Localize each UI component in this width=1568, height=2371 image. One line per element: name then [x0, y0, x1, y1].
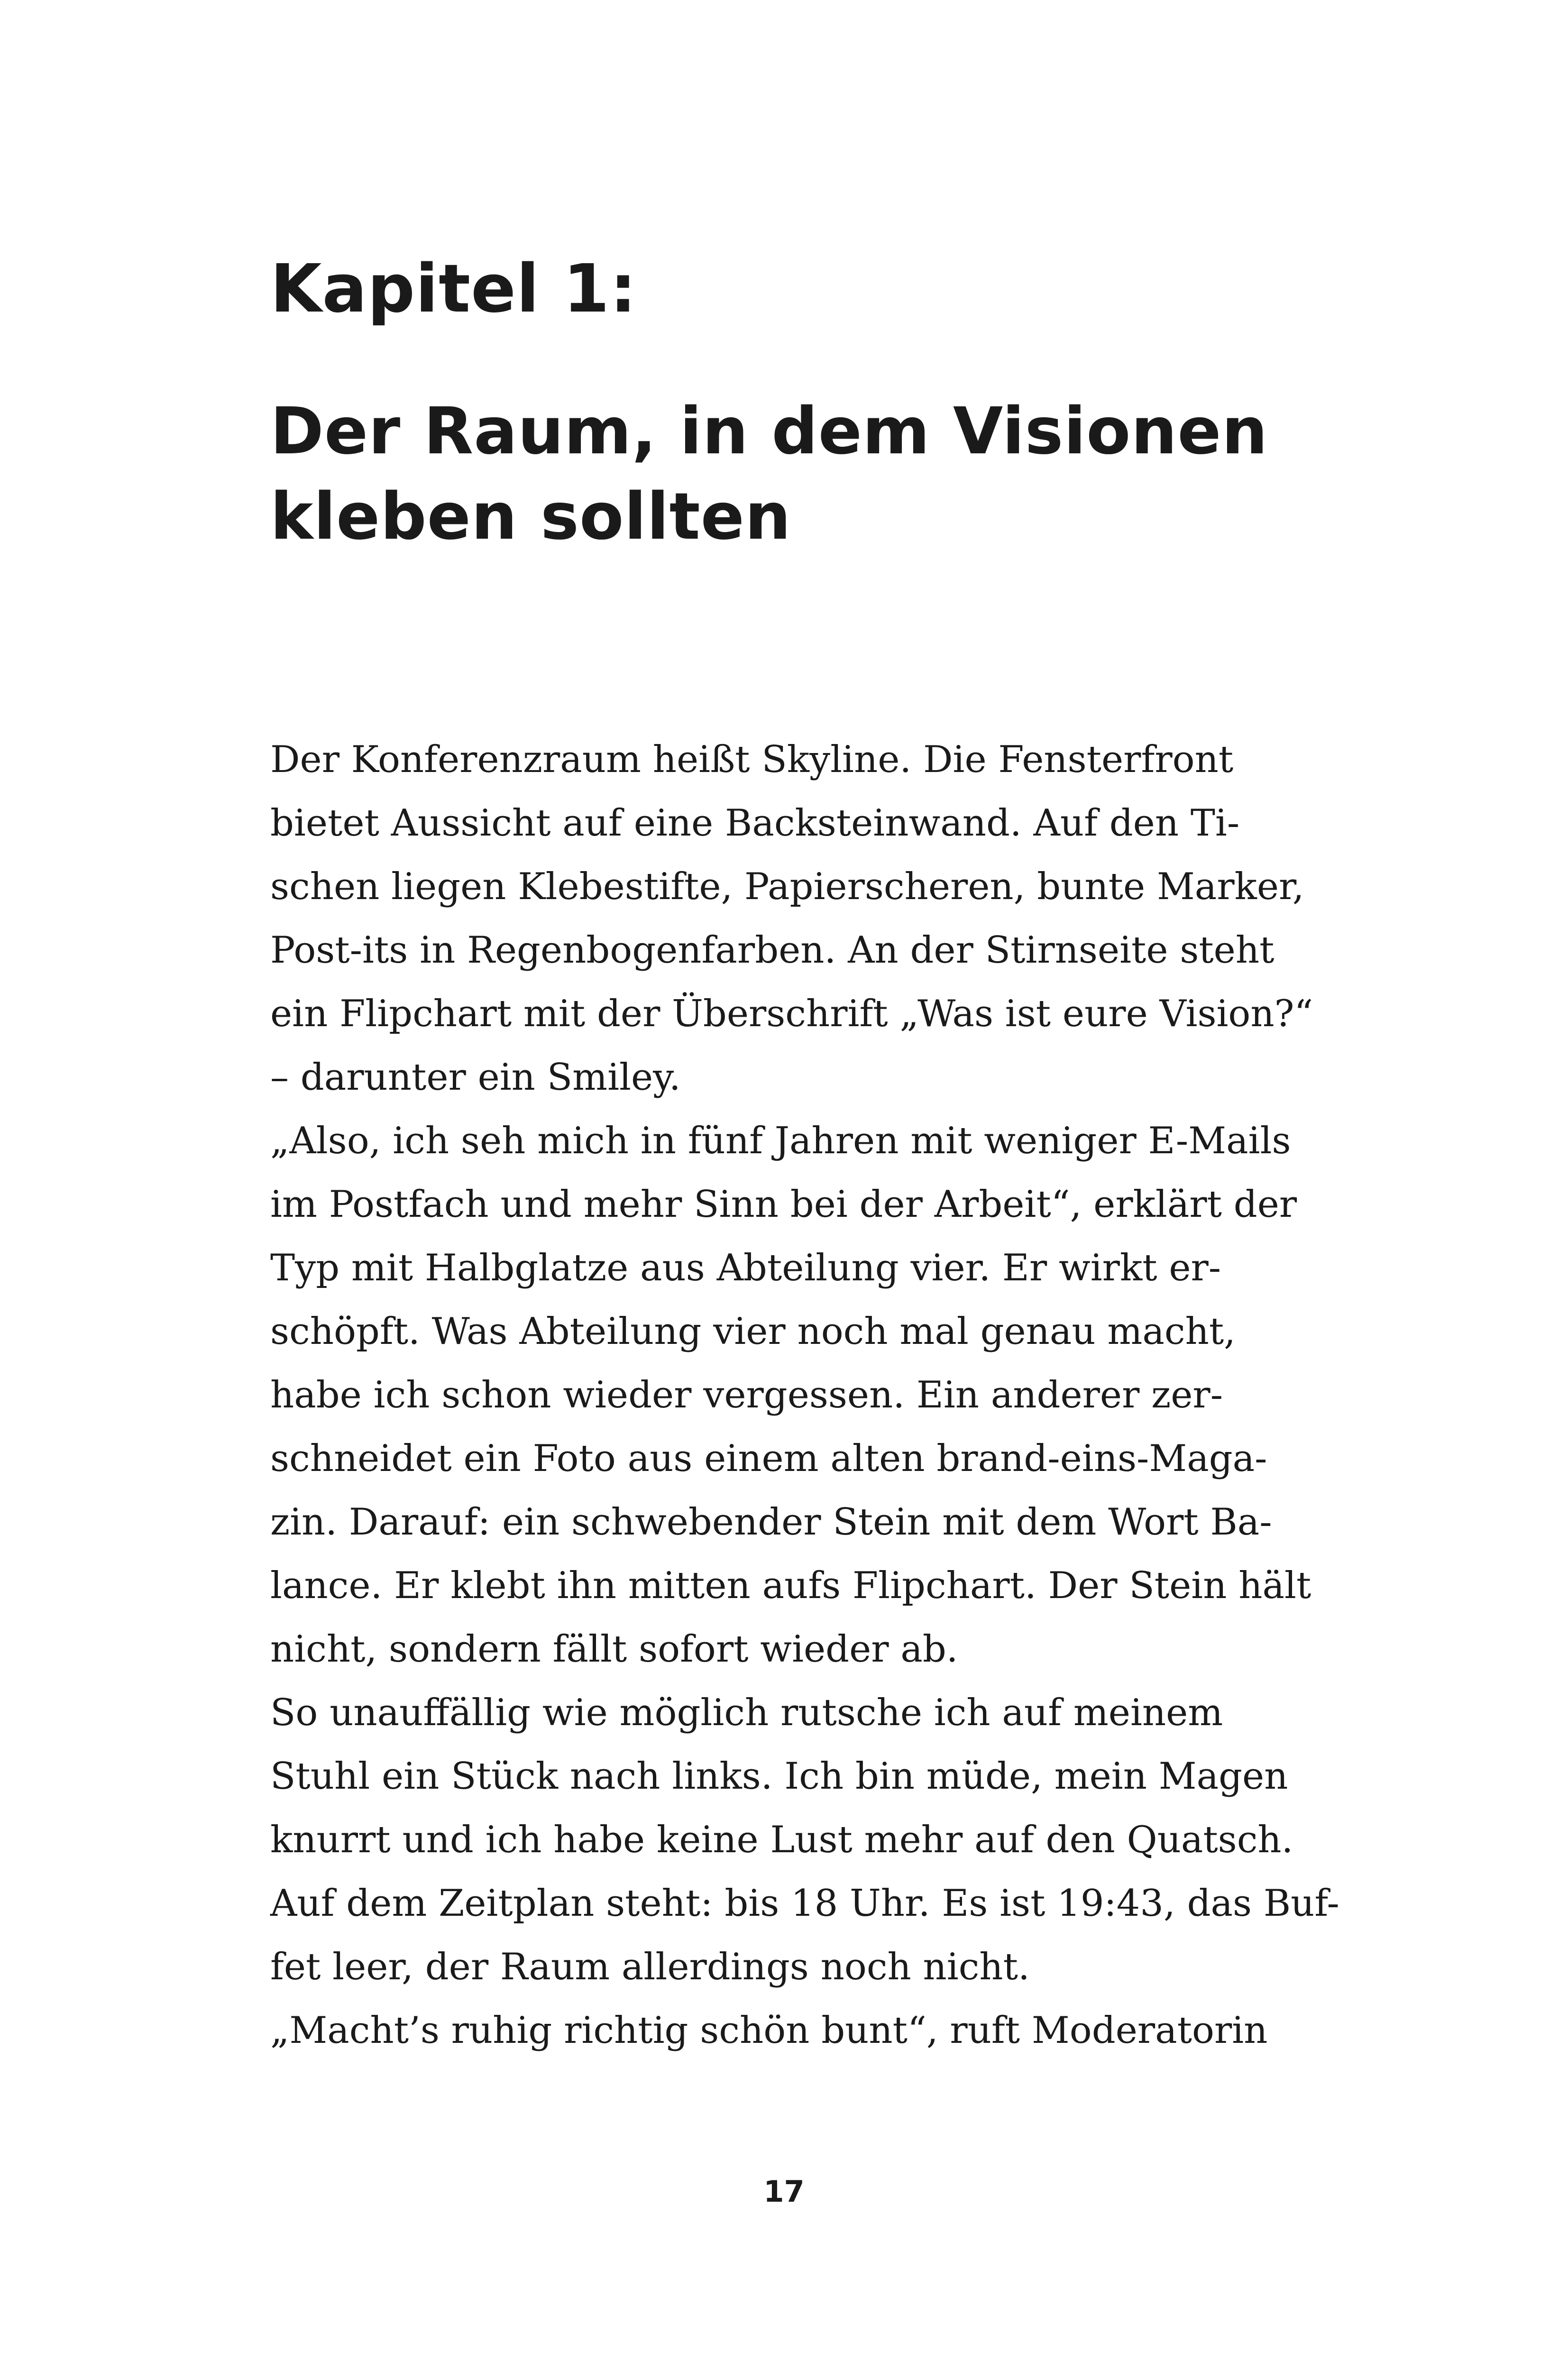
- text-line: „Also, ich seh mich in fünf Jahren mit weniger E-Mails: [270, 1120, 1291, 1162]
- text-line: Der Konferenzraum heißt Skyline. Die Fensterfront: [270, 738, 1234, 781]
- text-line: Stuhl ein Stück nach links. Ich bin müde, mein Magen: [270, 1755, 1288, 1798]
- text-line: – darunter ein Smiley.: [270, 1056, 681, 1099]
- text-line: So unauffällig wie möglich rutsche ich auf meinem: [270, 1691, 1223, 1734]
- text-line: nicht, sondern fällt sofort wieder ab.: [270, 1628, 958, 1671]
- text-line: „Macht’s ruhig richtig schön bunt“, ruft Moderatorin: [270, 2009, 1268, 2052]
- text-line: schneidet ein Foto aus einem alten brand-eins-Maga-: [270, 1437, 1267, 1480]
- text-line: fet leer, der Raum allerdings noch nicht.: [270, 1946, 1030, 1988]
- text-line: habe ich schon wieder vergessen. Ein anderer zer-: [270, 1374, 1223, 1416]
- text-line: knurrt und ich habe keine Lust mehr auf den Quatsch.: [270, 1819, 1293, 1861]
- chapter-label: Kapitel 1:: [270, 250, 637, 328]
- text-line: lance. Er klebt ihn mitten aufs Flipchart. Der Stein hält: [270, 1564, 1311, 1607]
- page-number: 17: [763, 2174, 805, 2209]
- text-line: Typ mit Halbglatze aus Abteilung vier. Er wirkt er-: [270, 1247, 1221, 1289]
- text-line: schen liegen Klebestifte, Papierscheren, bunte Marker,: [270, 865, 1304, 908]
- text-line: schöpft. Was Abteilung vier noch mal genau macht,: [270, 1310, 1236, 1353]
- chapter-title-line: kleben sollten: [270, 479, 791, 554]
- text-line: Auf dem Zeitplan steht: bis 18 Uhr. Es ist 19:43, das Buf-: [270, 1882, 1339, 1925]
- body-text: [270, 728, 1339, 2062]
- chapter-title-line: Der Raum, in dem Visionen: [270, 394, 1268, 469]
- chapter-title: [270, 389, 1268, 560]
- text-line: bietet Aussicht auf eine Backsteinwand. Auf den Ti-: [270, 802, 1240, 845]
- text-line: zin. Darauf: ein schwebender Stein mit dem Wort Ba-: [270, 1501, 1272, 1544]
- text-line: Post-its in Regenbogenfarben. An der Stirnseite steht: [270, 929, 1275, 972]
- text-line: im Postfach und mehr Sinn bei der Arbeit“, erklärt der: [270, 1183, 1297, 1226]
- text-line: ein Flipchart mit der Überschrift „Was ist eure Vision?“: [270, 993, 1313, 1035]
